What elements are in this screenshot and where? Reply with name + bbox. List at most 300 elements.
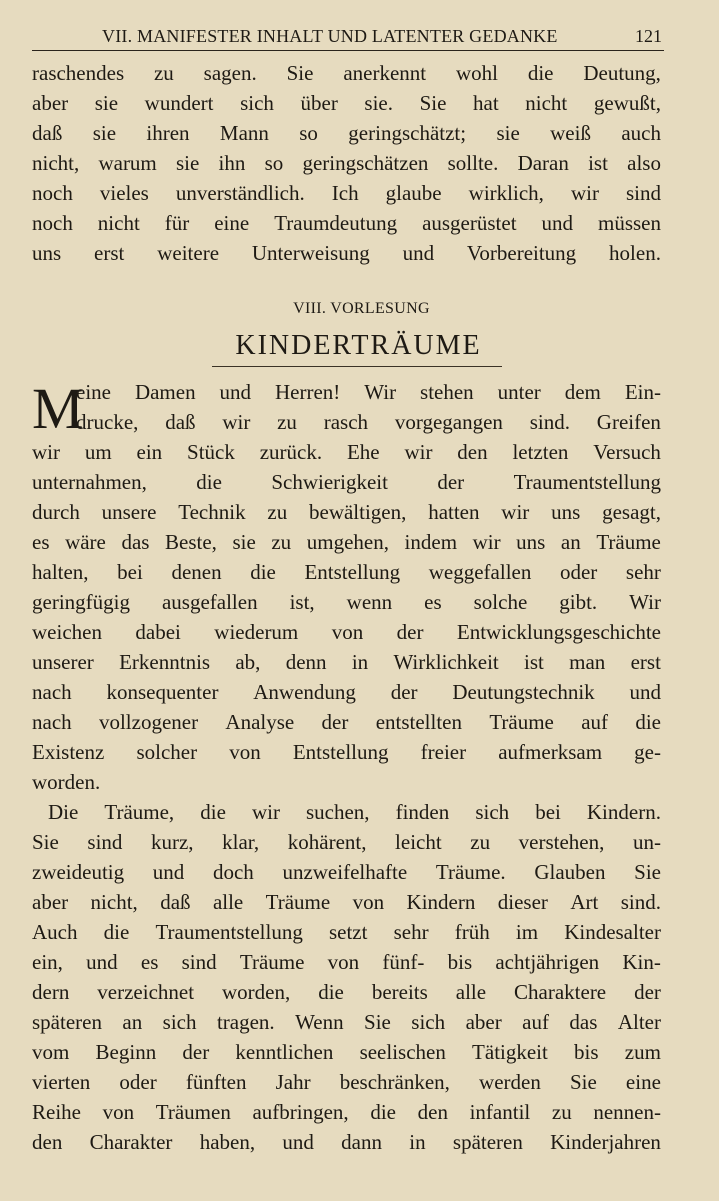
word: zu <box>271 530 292 554</box>
word: infantil <box>469 1100 531 1124</box>
word: bereits <box>371 980 428 1004</box>
word: zu <box>267 500 288 524</box>
word: sehr <box>393 920 429 944</box>
word: von <box>331 620 364 644</box>
text-line <box>32 677 661 707</box>
word: nennen- <box>593 1100 661 1124</box>
word: wir <box>404 440 433 464</box>
text-line <box>32 707 661 737</box>
word: Art <box>570 890 599 914</box>
word: Beginn <box>95 1040 157 1064</box>
word: Deutungstechnik <box>452 680 595 704</box>
text-line <box>32 617 661 647</box>
text-line <box>32 377 661 407</box>
word: wir <box>32 440 60 464</box>
word: Entstellung <box>304 560 401 584</box>
word: Daran <box>517 151 569 175</box>
word: Traumentstellung <box>155 920 303 944</box>
text-line <box>32 857 661 887</box>
word: wenn <box>346 590 393 614</box>
word: der <box>437 470 465 494</box>
word: durch <box>32 500 80 524</box>
word: zum <box>624 1040 661 1064</box>
word: worden. <box>32 770 101 794</box>
word: und <box>402 241 435 265</box>
word: von <box>327 950 360 974</box>
text-line <box>32 587 661 617</box>
word: es <box>32 530 50 554</box>
word: Jahr <box>275 1070 311 1094</box>
word: Vorbereitung <box>466 241 577 265</box>
text-line <box>32 467 661 497</box>
text-line <box>32 1007 661 1037</box>
paragraph-1 <box>32 377 661 797</box>
word: wirklich, <box>468 181 544 205</box>
word: ist <box>588 151 608 175</box>
word: verzeichnet <box>97 980 195 1004</box>
word: Existenz <box>32 740 105 764</box>
word: Träume <box>596 530 661 554</box>
word: hatten <box>428 500 480 524</box>
drop-cap: M <box>32 376 84 441</box>
word: müssen <box>597 211 661 235</box>
word: sie <box>92 121 117 145</box>
word: Sie <box>419 91 447 115</box>
text-line <box>32 437 661 467</box>
word: unternahmen, <box>32 470 147 494</box>
word: daß <box>32 121 63 145</box>
word: und <box>282 1130 314 1154</box>
word: Kin- <box>622 950 661 974</box>
word: zurück. <box>259 440 323 464</box>
word: Analyse <box>225 710 295 734</box>
word: stehen <box>420 380 474 404</box>
word: zu <box>153 61 174 85</box>
word: die <box>527 61 554 85</box>
word: im <box>515 920 539 944</box>
word: doch <box>212 860 254 884</box>
word: ein <box>136 440 163 464</box>
word: warum <box>98 151 157 175</box>
word: die <box>196 470 222 494</box>
word: konsequenter <box>106 680 219 704</box>
word: achtjährigen <box>495 950 600 974</box>
page-body <box>32 58 661 1157</box>
word: Ein- <box>624 380 661 404</box>
word: beschränken, <box>339 1070 450 1094</box>
word: ist <box>524 650 544 674</box>
word: eine <box>76 380 111 404</box>
word: ein, <box>32 950 63 974</box>
word: sollte. <box>447 151 499 175</box>
word: an <box>560 530 581 554</box>
word: Träume, <box>104 800 175 824</box>
word: dem <box>564 380 601 404</box>
word: späteren <box>32 1010 102 1034</box>
page-number: 121 <box>635 26 662 46</box>
text-line <box>32 797 661 827</box>
text-line <box>32 407 661 437</box>
word: nicht <box>525 91 568 115</box>
word: hat <box>473 91 499 115</box>
text-line <box>32 1127 661 1157</box>
word: suchen, <box>305 800 370 824</box>
word: Stück <box>187 440 235 464</box>
word: rasch <box>323 410 369 434</box>
word: die <box>103 920 130 944</box>
word: aufbringen, <box>252 1100 349 1124</box>
word: indem <box>404 530 458 554</box>
word: geringschätzen <box>302 151 429 175</box>
word: uns <box>551 500 581 524</box>
word: Auch <box>32 920 78 944</box>
word: Sie <box>286 61 314 85</box>
word: Träume <box>489 710 554 734</box>
text-line <box>32 737 661 767</box>
text-line <box>32 977 661 1007</box>
word: kenntlichen <box>235 1040 334 1064</box>
text-line <box>32 238 661 268</box>
word: die <box>370 1100 396 1124</box>
word: gesagt, <box>602 500 661 524</box>
word: Kindern <box>406 890 476 914</box>
word: sind <box>87 830 123 854</box>
word: Reihe <box>32 1100 81 1124</box>
word: unsere <box>101 500 157 524</box>
word: drucke, <box>76 410 139 434</box>
word: Wir <box>629 590 661 614</box>
word: dabei <box>135 620 181 644</box>
word: weichen <box>32 620 102 644</box>
word: den <box>32 1130 63 1154</box>
word: weiß <box>550 121 591 145</box>
word: man <box>569 650 606 674</box>
word: halten, <box>32 560 89 584</box>
word: kohärent, <box>287 830 367 854</box>
word: Wenn <box>295 1010 344 1034</box>
word: unverständlich. <box>175 181 305 205</box>
word: und <box>219 380 252 404</box>
word: worden, <box>222 980 291 1004</box>
word: früh <box>454 920 490 944</box>
word: Versuch <box>593 440 661 464</box>
word: die <box>200 800 226 824</box>
word: Glauben <box>534 860 606 884</box>
word: der <box>634 980 661 1004</box>
word: sie. <box>364 91 393 115</box>
word: fünften <box>185 1070 247 1094</box>
word: und <box>152 860 185 884</box>
word: nach <box>32 710 72 734</box>
word: ihren <box>146 121 190 145</box>
word: an <box>122 1010 143 1034</box>
word: das <box>121 530 150 554</box>
word: Unterweisung <box>251 241 370 265</box>
word: nicht, <box>90 890 138 914</box>
word: Anwendung <box>253 680 356 704</box>
chapter-title: KINDERTRÄUME <box>235 330 482 361</box>
word: verstehen, <box>518 830 605 854</box>
word: letzten <box>512 440 569 464</box>
word: zu <box>277 410 297 434</box>
word: fünf- <box>382 950 425 974</box>
word: erst <box>630 650 661 674</box>
word: Träumen <box>155 1100 231 1124</box>
word: Kindern. <box>586 800 661 824</box>
word: Wir <box>364 380 397 404</box>
word: Erkenntnis <box>119 650 211 674</box>
word: kurz, <box>150 830 194 854</box>
word: späteren <box>452 1130 523 1154</box>
word: Entstellung <box>292 740 389 764</box>
word: seelischen <box>359 1040 446 1064</box>
word: von <box>102 1100 135 1124</box>
word: aber <box>32 91 69 115</box>
word: von <box>229 740 261 764</box>
word: Technik <box>178 500 246 524</box>
word: die <box>318 980 344 1004</box>
word: in <box>351 650 369 674</box>
text-line <box>32 767 661 797</box>
word: Sie <box>634 860 661 884</box>
word: wir <box>222 410 251 434</box>
word: ihn <box>218 151 246 175</box>
word: sich <box>475 800 510 824</box>
word: denen <box>171 560 222 584</box>
word: so <box>264 151 284 175</box>
word: aber <box>32 890 69 914</box>
word: aufmerksam <box>498 740 603 764</box>
text-line <box>32 178 661 208</box>
word: daß <box>165 410 196 434</box>
text-line <box>32 1067 661 1097</box>
text-line <box>32 88 661 118</box>
word: sich <box>240 91 274 115</box>
word: Mann <box>219 121 269 145</box>
word: wiederum <box>214 620 299 644</box>
word: Kindesalter <box>564 920 661 944</box>
word: oder <box>559 560 598 584</box>
word: sind. <box>620 890 661 914</box>
word: ab, <box>235 650 261 674</box>
word: also <box>627 151 661 175</box>
word: und <box>86 950 118 974</box>
word: dieser <box>497 890 548 914</box>
word: raschendes <box>32 61 125 85</box>
text-line <box>32 557 661 587</box>
text-line <box>32 947 661 977</box>
word: wir <box>251 800 280 824</box>
text-line <box>32 647 661 677</box>
text-line <box>32 917 661 947</box>
word: werden <box>479 1070 541 1094</box>
word: tragen. <box>216 1010 275 1034</box>
word: Wirklichkeit <box>393 650 499 674</box>
word: Damen <box>134 380 196 404</box>
word: nicht <box>97 211 140 235</box>
word: wir <box>501 500 530 524</box>
word: vieles <box>99 181 149 205</box>
word: klar, <box>222 830 260 854</box>
word: sind. <box>529 410 570 434</box>
word: erst <box>94 241 125 265</box>
word: das <box>569 1010 598 1034</box>
word: uns <box>516 530 546 554</box>
word: ge- <box>634 740 661 764</box>
word: so <box>299 121 318 145</box>
word: geringschätzt; <box>348 121 467 145</box>
word: Alter <box>617 1010 661 1034</box>
word: freier <box>420 740 467 764</box>
word: Träume. <box>435 860 506 884</box>
word: sehr <box>625 560 661 584</box>
word: es <box>140 950 159 974</box>
word: Charaktere <box>514 980 607 1004</box>
word: bei <box>117 560 143 584</box>
word: finden <box>395 800 450 824</box>
word: gewußt, <box>593 91 661 115</box>
word: alle <box>455 980 487 1004</box>
word: glaube <box>385 181 442 205</box>
text-line <box>32 887 661 917</box>
word: Entwicklungsgeschichte <box>456 620 661 644</box>
word: un- <box>632 830 661 854</box>
word: sie <box>232 530 256 554</box>
word: Sie <box>32 830 59 854</box>
word: gibt. <box>559 590 598 614</box>
text-line <box>32 527 661 557</box>
word: sie <box>175 151 200 175</box>
word: wir <box>570 181 599 205</box>
word: holen. <box>609 241 661 265</box>
word: ist, <box>289 590 315 614</box>
word: die <box>250 560 276 584</box>
word: in <box>409 1130 426 1154</box>
word: Beste, <box>165 530 217 554</box>
word: weitere <box>157 241 220 265</box>
word: Ich <box>331 181 359 205</box>
word: sind <box>625 181 661 205</box>
word: uns <box>32 241 62 265</box>
running-head-title: VII. MANIFESTER INHALT UND LATENTER GEDANKE <box>102 26 558 46</box>
word: nicht, <box>32 151 80 175</box>
text-line <box>32 1097 661 1127</box>
word: Greifen <box>596 410 661 434</box>
word: eine <box>625 1070 661 1094</box>
word: auf <box>522 1010 549 1034</box>
word: auf <box>581 710 609 734</box>
word: für <box>164 211 190 235</box>
word: geringfügig <box>32 590 130 614</box>
text-line <box>32 58 661 88</box>
word: Kinderjahren <box>550 1130 661 1154</box>
word: sich <box>411 1010 446 1034</box>
word: anerkennt <box>343 61 427 85</box>
word: sind <box>181 950 217 974</box>
word: der <box>390 680 418 704</box>
word: vierten <box>32 1070 91 1094</box>
word: über <box>300 91 338 115</box>
word: oder <box>119 1070 157 1094</box>
word: die <box>635 710 661 734</box>
word: vorgegangen <box>394 410 503 434</box>
word: dann <box>341 1130 382 1154</box>
word: um <box>84 440 112 464</box>
text-line <box>32 1037 661 1067</box>
lecture-heading: VIII. VORLESUNG <box>293 300 430 317</box>
word: entstellten <box>375 710 462 734</box>
word: zweideutig <box>32 860 125 884</box>
word: denn <box>285 650 327 674</box>
word: sie <box>496 121 520 145</box>
word: Träume <box>239 950 305 974</box>
word: aber <box>465 1010 502 1034</box>
word: Traumentstellung <box>513 470 661 494</box>
word: wäre <box>65 530 106 554</box>
word: solcher <box>136 740 198 764</box>
word: vollzogener <box>98 710 199 734</box>
word: auch <box>621 121 661 145</box>
word: und <box>541 211 574 235</box>
word: bis <box>447 950 473 974</box>
word: von <box>352 890 385 914</box>
word: zu <box>551 1100 572 1124</box>
word: sich <box>162 1010 197 1034</box>
word: unter <box>497 380 541 404</box>
text-line <box>32 497 661 527</box>
word: ausgerüstet <box>422 211 517 235</box>
word: Sie <box>364 1010 391 1034</box>
word: Sie <box>569 1070 597 1094</box>
opening-paragraph <box>32 58 661 268</box>
word: noch <box>32 211 73 235</box>
word: Charakter <box>89 1130 173 1154</box>
word: Träume <box>265 890 331 914</box>
word: es <box>424 590 442 614</box>
word: unzweifelhafte <box>282 860 408 884</box>
word: nach <box>32 680 72 704</box>
word: eine <box>214 211 250 235</box>
word: sie <box>94 91 119 115</box>
word: Deutung, <box>583 61 661 85</box>
word: unserer <box>32 650 94 674</box>
word: daß <box>160 890 191 914</box>
word: der <box>182 1040 210 1064</box>
word: Die <box>48 800 79 824</box>
word: und <box>629 680 661 704</box>
text-line <box>32 148 661 178</box>
word: Schwierigkeit <box>271 470 388 494</box>
word: vom <box>32 1040 70 1064</box>
word: den <box>417 1100 448 1124</box>
word: ausgefallen <box>161 590 258 614</box>
word: dern <box>32 980 70 1004</box>
word: wohl <box>455 61 498 85</box>
word: der <box>321 710 349 734</box>
word: alle <box>212 890 244 914</box>
text-line <box>32 118 661 148</box>
word: haben, <box>199 1130 256 1154</box>
word: weggefallen <box>428 560 532 584</box>
word: Tätigkeit <box>472 1040 548 1064</box>
text-line <box>32 827 661 857</box>
title-rule <box>212 366 502 367</box>
running-head <box>32 20 664 51</box>
word: den <box>457 440 488 464</box>
word: bis <box>574 1040 599 1064</box>
word: bewältigen, <box>309 500 407 524</box>
word: bei <box>535 800 561 824</box>
